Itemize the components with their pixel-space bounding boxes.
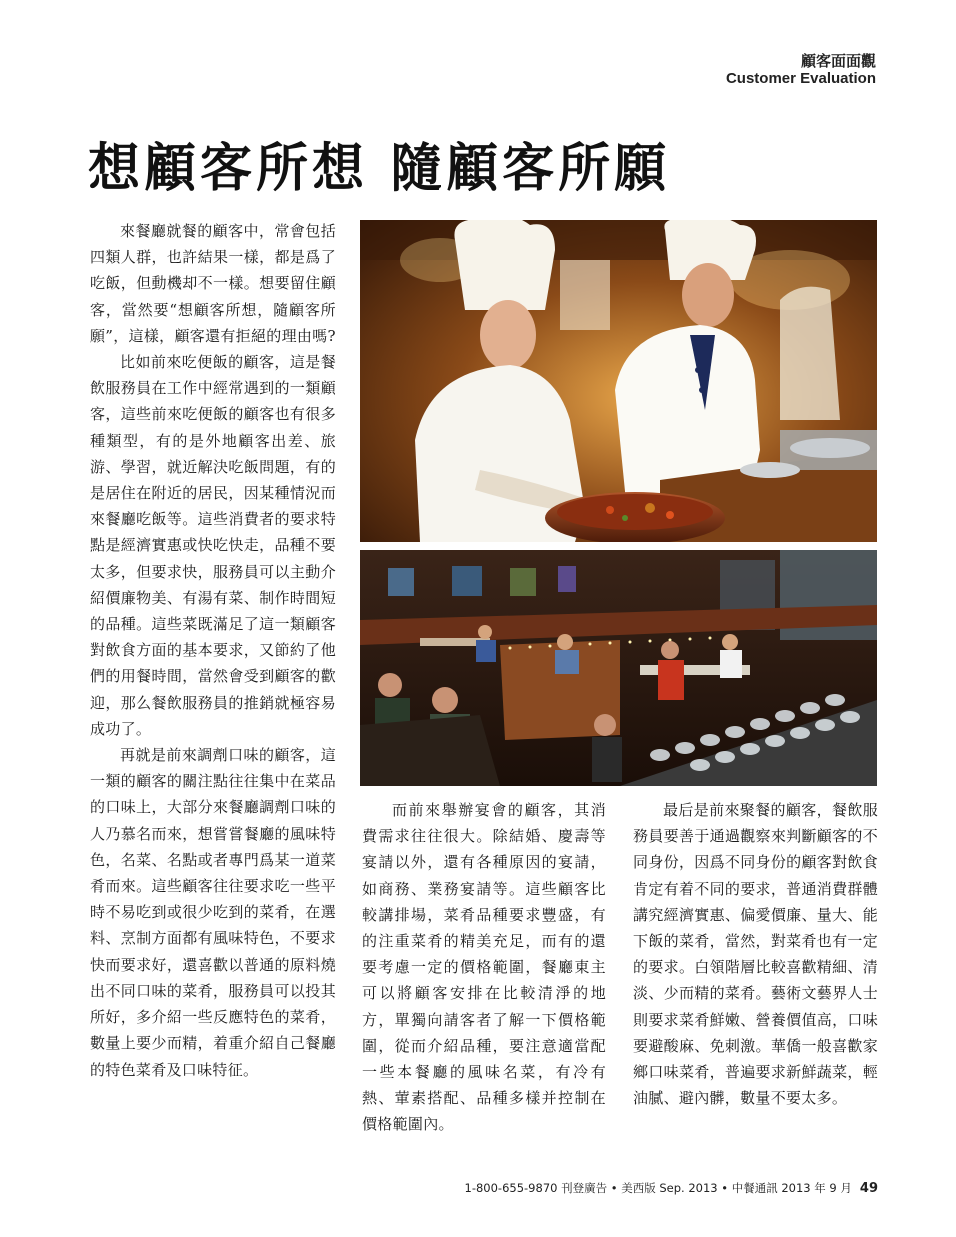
article-title: 想顧客所想 隨顧客所願 — [88, 138, 671, 199]
paragraph: 比如前來吃便飯的顧客，這是餐飲服務員在工作中經常遇到的一類顧客，這些前來吃便飯的顧客也有很多種類型，有的是外地顧客出差、旅游、學習，就近解決吃飯問題，有的是居住在附近的居民，因某種情況而來餐廳吃飯等。這些消費者的要求特點是經濟實惠或快吃快走，品種不要太多，但要求快，服務員可以主動介紹價廉物美、有湯有菜、制作時間短的品種。這些菜既滿足了這一類顧客對飲食方面的基本要求，又節約了他們的用餐時間，當然會受到顧客的歡迎，那么餐飲服務員的推銷就極容易成功了。 — [90, 353, 336, 738]
section-title-en: Customer Evaluation — [725, 70, 876, 87]
chefs-cooking-photo — [360, 220, 877, 542]
section-title-zh: 顧客面面觀 — [800, 52, 876, 70]
article-column-2 — [362, 797, 606, 1138]
page-number: 49 — [859, 1181, 878, 1196]
restaurant-dining-room-photo — [360, 550, 877, 786]
page-footer — [465, 1180, 878, 1196]
paragraph: 再就是前來調劑口味的顧客，這一類的顧客的關注點往往集中在菜品的口味上，大部分來餐廳調劑口味的人乃慕名而來，想嘗嘗餐廳的風味特色，名菜、名點或者專門爲某一道菜肴而來。這些顧客往往要求吃一些平時不易吃到或很少吃到的菜肴，在選料、烹制方面都有風味特色，不要求快而要求好，還喜歡以普通的原料燒出不同口味的菜肴，服務員可以投其所好，多介紹一些反應特色的菜肴，數量上要少而精，着重介紹自己餐廳的特色菜肴及口味特征。 — [90, 746, 336, 1079]
paragraph: 而前來舉辦宴會的顧客，其消費需求往往很大。除結婚、慶壽等宴請以外，還有各種原因的宴請，如商務、業務宴請等。這些顧客比較講排場，菜肴品種要求豐盛，有的注重菜肴的精美充足，而有的還要考慮一定的價格範圍，餐廳東主可以將顧客安排在比較清淨的地方，單獨向請客者了解一下價格範圍，從而介紹品種，要注意適當配一些本餐廳的風味名菜，有冷有熱、葷素搭配、品種多樣并控制在價格範圍內。 — [362, 801, 606, 1134]
article-column-3 — [633, 797, 878, 1111]
footer-text: 1-800-655-9870 刊登廣告 • 美西版 Sep. 2013 • 中餐通訊 2013 年 9 月 — [464, 1181, 852, 1195]
paragraph: 來餐廳就餐的顧客中，常會包括四類人群，也許結果一樣，都是爲了吃飯，但動機却不一樣。想要留住顧客，當然要“想顧客所想，隨顧客所願”，這樣，顧客還有拒絕的理由嗎? — [90, 222, 336, 345]
article-column-1 — [90, 218, 336, 1083]
paragraph: 最后是前來聚餐的顧客，餐飲服務員要善于通過觀察來判斷顧客的不同身份，因爲不同身份的顧客對飲食肯定有着不同的要求，普通消費群體講究經濟實惠、偏愛價廉、量大、能下飯的菜肴，當然，對菜肴也有一定的要求。白領階層比較喜歡精細、清淡、少而精的菜肴。藝術文藝界人士則要求菜肴鮮嫩、營養價值高，口味要避酸麻、免刺激。華僑一般喜歡家鄉口味菜肴，普遍要求新鮮蔬菜，輕油膩、避內髒，數量不要太多。 — [633, 801, 878, 1108]
